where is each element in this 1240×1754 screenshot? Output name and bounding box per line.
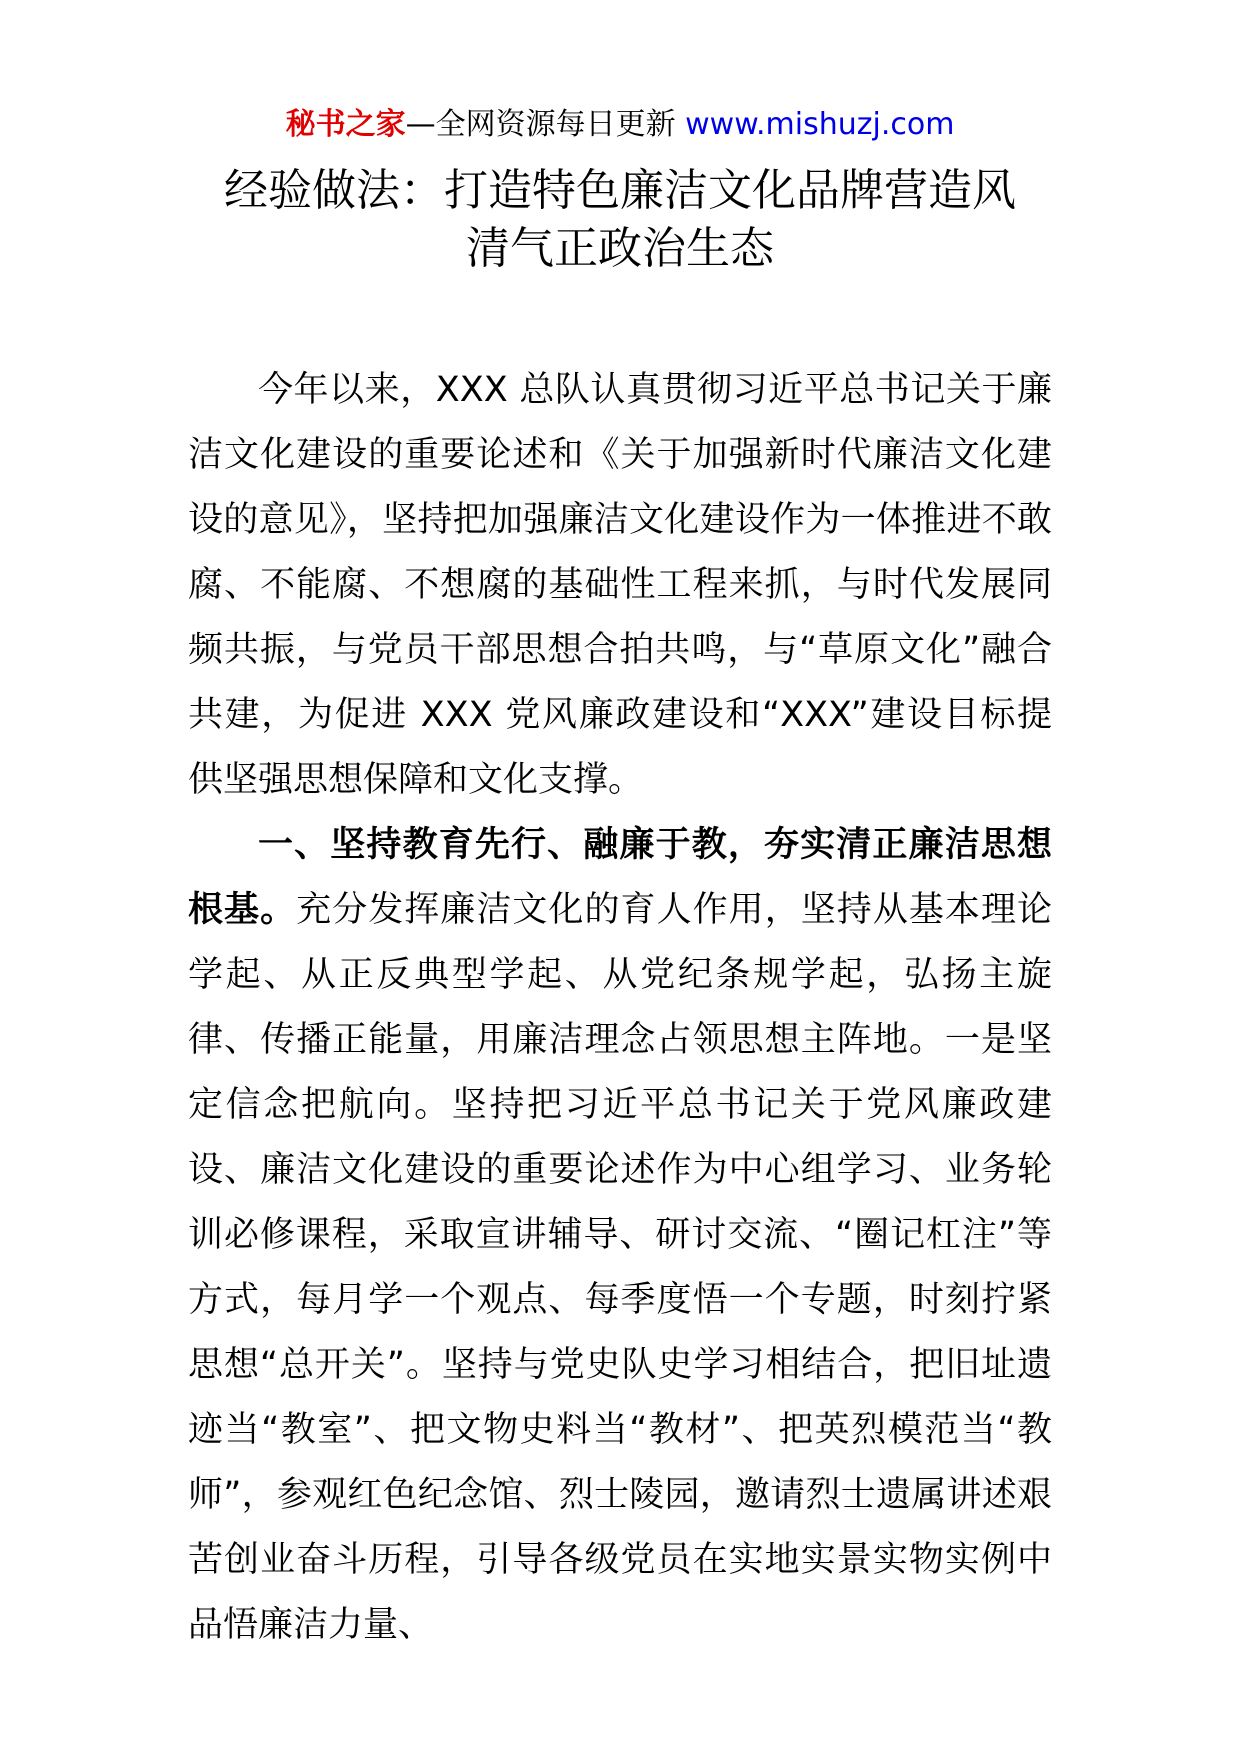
site-url-link[interactable]: www.mishuzj.com xyxy=(685,107,955,142)
document-body xyxy=(188,358,1052,1658)
intro-paragraph: 今年以来，XXX 总队认真贯彻习近平总书记关于廉洁文化建设的重要论述和《关于加强新时代廉洁文化建设的意见》，坚持把加强廉洁文化建设作为一体推进不敢腐、不能腐、不想腐的基础性工程来抓，与时代发展同频共振，与党员干部思想合拍共鸣，与“草原文化”融合共建，为促进 XXX 党风廉政建设和“XXX”建设目标提供坚强思想保障和文化支撑。 xyxy=(188,370,1052,800)
header-tagline: —全网资源每日更新 xyxy=(405,107,676,142)
title-line-2: 清气正政治生态 xyxy=(466,223,774,274)
site-header xyxy=(0,100,1240,150)
section-1-text: 充分发挥廉洁文化的育人作用，坚持从基本理论学起、从正反典型学起、从党纪条规学起，弘扬主旋律、传播正能量，用廉洁理念占领思想主阵地。一是坚定信念把航向。坚持把习近平总书记关于党风廉政建设、廉洁文化建设的重要论述作为中心组学习、业务轮训必修课程，采取宣讲辅导、研讨交流、“圈记杠注”等方式，每月学一个观点、每季度悟一个专题，时刻拧紧思想“总开关”。坚持与党史队史学习相结合，把旧址遗迹当“教室”、把文物史料当“教材”、把英烈模范当“教师”，参观红色纪念馆、烈士陵园，邀请烈士遗属讲述艰苦创业奋斗历程，引导各级党员在实地实景实物实例中品悟廉洁力量、 xyxy=(188,890,1052,1645)
brand-name: 秘书之家 xyxy=(285,107,406,142)
title-line-1: 经验做法：打造特色廉洁文化品牌营造风 xyxy=(224,165,1016,216)
section-1-paragraph xyxy=(188,813,1052,1658)
document-title xyxy=(188,162,1052,278)
section-1-heading: 一、坚持教育先行、融廉于教，夯实清正廉洁思想根基。 xyxy=(188,825,1052,930)
